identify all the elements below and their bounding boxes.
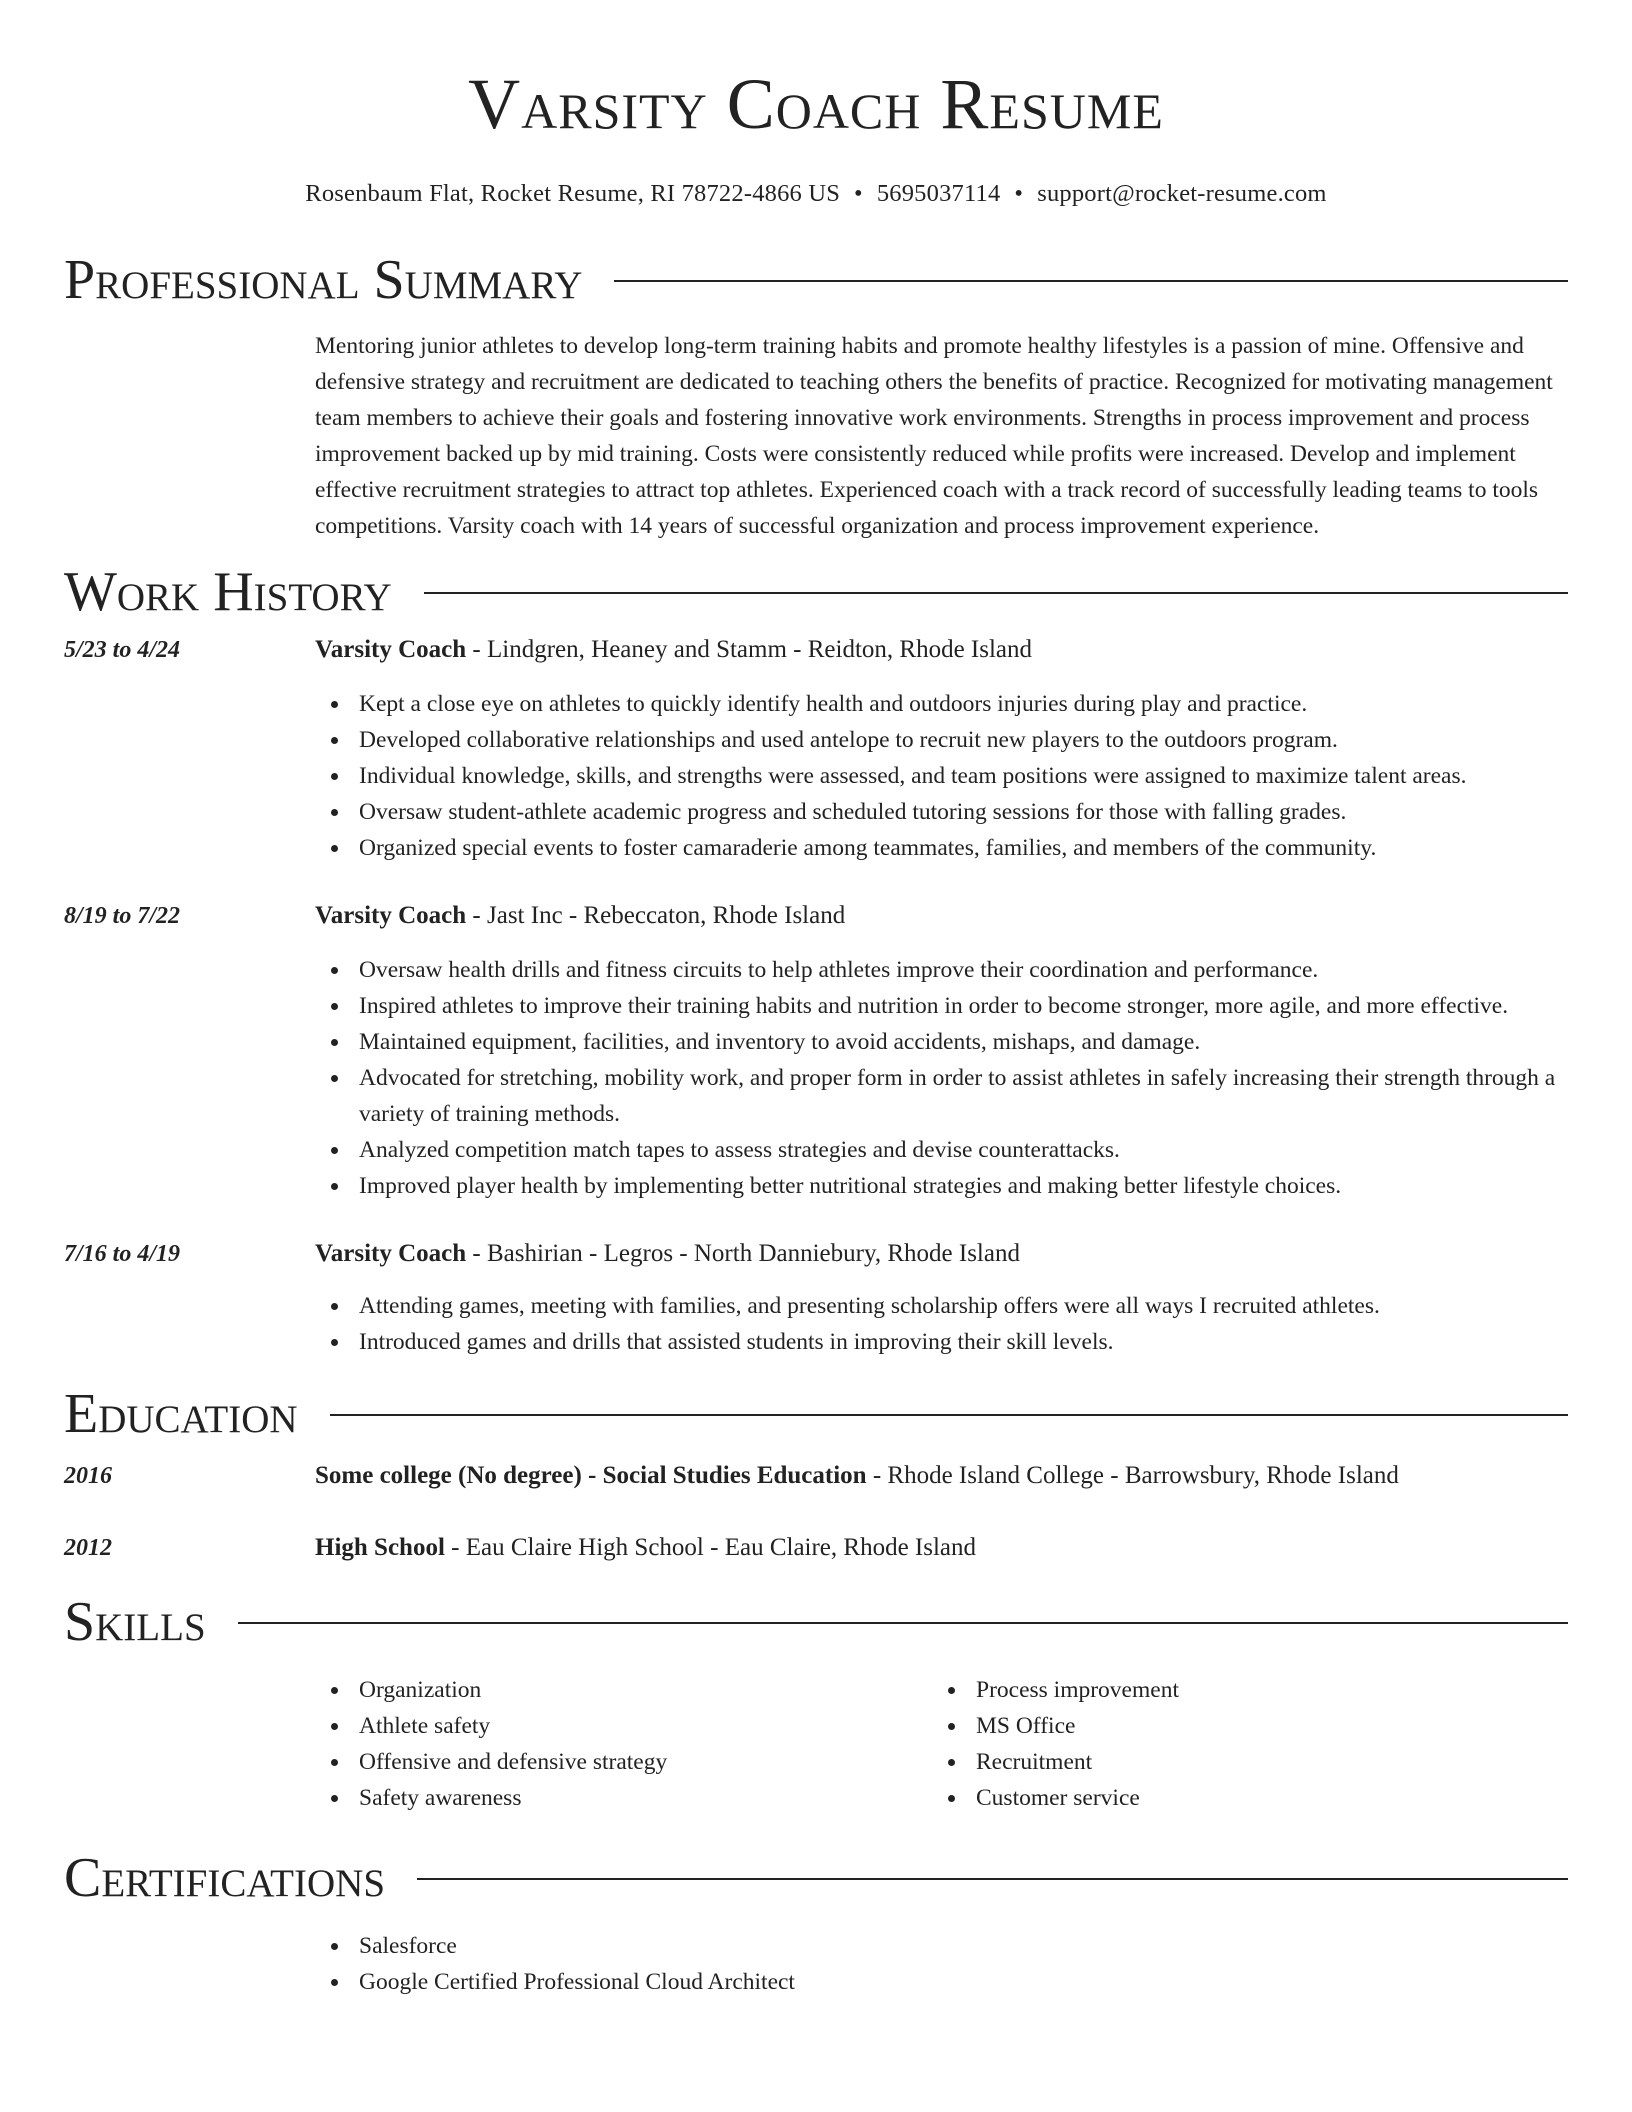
- skills-section-header: [64, 1590, 1568, 1654]
- education-heading-line: [315, 1530, 976, 1566]
- job-title: Varsity Coach: [315, 636, 467, 663]
- list-item: Developed collaborative relationships and used antelope to recruit new players to the outdoors program.: [315, 722, 1568, 758]
- summary-text: Mentoring junior athletes to develop long-term training habits and promote healthy lifestyles is a passion of mine. Offensive and defensive strategy and recruitment are dedicated to teaching others the benefits of practice. Recognized for motivating management team members to achieve their goals and fostering innovative work environments. Strengths in process improvement and process improvement backed up by mid training. Costs were consistently reduced while profits were increased. Develop and implement effective recruitment strategies to attract top athletes. Experienced coach with a track record of successfully leading teams to tools competitions. Varsity coach with 14 years of successful organization and process improvement experience.: [315, 333, 1553, 539]
- education-degree: High School: [315, 1534, 445, 1561]
- job-heading: [315, 1236, 1020, 1272]
- list-item: Kept a close eye on athletes to quickly identify health and outdoors injuries during play and practice.: [315, 686, 1568, 722]
- contact-phone: 5695037114: [876, 180, 1001, 207]
- list-item: Advocated for stretching, mobility work, and proper form in order to assist athletes in safely increasing their strength through a variety of training methods.: [315, 1060, 1568, 1132]
- education-details: - Rhode Island College - Barrowsbury, Rhode Island: [866, 1462, 1399, 1489]
- work-section-header: [64, 560, 1568, 624]
- list-item: Analyzed competition match tapes to assess strategies and devise counterattacks.: [315, 1132, 1568, 1168]
- education-details: - Eau Claire High School - Eau Claire, Rhode Island: [444, 1534, 977, 1561]
- job-heading: [315, 898, 845, 934]
- job-title: Varsity Coach: [315, 1240, 467, 1267]
- list-item: Oversaw health drills and fitness circuits to help athletes improve their coordination and performance.: [315, 952, 1568, 988]
- list-item: Organized special events to foster camaraderie among teammates, families, and members of the community.: [315, 830, 1568, 866]
- summary-section-header: [64, 248, 1568, 312]
- job-title: Varsity Coach: [315, 902, 467, 929]
- section-divider: [417, 1878, 1568, 1880]
- education-degree: Some college (No degree) - Social Studies Education: [315, 1462, 867, 1489]
- job-dates: 8/19 to 7/22: [64, 903, 181, 929]
- job-header: [64, 898, 1568, 934]
- skills-column-left: [315, 1672, 932, 1816]
- contact-separator: •: [854, 180, 863, 207]
- job-entry: [64, 632, 1568, 866]
- contact-line: [64, 178, 1568, 210]
- certifications-list: [315, 1928, 1568, 2000]
- work-heading: Work History: [64, 561, 392, 623]
- list-item: Introduced games and drills that assisted students in improving their skill levels.: [315, 1324, 1568, 1360]
- job-entry: [64, 1236, 1568, 1360]
- job-bullets: [315, 686, 1568, 866]
- education-section-header: [64, 1382, 1568, 1446]
- education-year: 2012: [64, 1535, 112, 1561]
- skill-item: Organization: [315, 1672, 932, 1708]
- list-item: Improved player health by implementing better nutritional strategies and making better lifestyle choices.: [315, 1168, 1568, 1204]
- education-year: 2016: [64, 1463, 112, 1489]
- skills-column-right: [932, 1672, 1549, 1816]
- job-dates: 7/16 to 4/19: [64, 1241, 181, 1267]
- skills-list: [315, 1672, 1568, 1816]
- skill-item: Recruitment: [932, 1744, 1549, 1780]
- job-details: - Bashirian - Legros - North Danniebury, Rhode Island: [466, 1240, 1020, 1267]
- certifications-heading: Certifications: [64, 1847, 386, 1909]
- job-dates: 5/23 to 4/24: [64, 637, 181, 663]
- job-bullets: [315, 952, 1568, 1204]
- contact-separator: •: [1014, 180, 1024, 207]
- section-divider: [330, 1414, 1568, 1416]
- section-divider: [614, 280, 1568, 282]
- skill-item: Process improvement: [932, 1672, 1549, 1708]
- list-item: Attending games, meeting with families, and presenting scholarship offers were all ways I recruited athletes.: [315, 1288, 1568, 1324]
- list-item: Oversaw student-athlete academic progress and scheduled tutoring sessions for those with falling grades.: [315, 794, 1568, 830]
- section-divider: [238, 1622, 1568, 1624]
- resume-title: Varsity Coach Resume: [468, 64, 1164, 144]
- resume-page: [64, 0, 1568, 2000]
- certifications-section-header: [64, 1846, 1568, 1910]
- job-header: [64, 1236, 1568, 1272]
- contact-address: Rosenbaum Flat, Rocket Resume, RI 78722-4866 US: [305, 180, 841, 207]
- job-details: - Jast Inc - Rebeccaton, Rhode Island: [466, 902, 846, 929]
- job-heading: [315, 632, 1032, 668]
- skill-item: MS Office: [932, 1708, 1549, 1744]
- skill-item: Customer service: [932, 1780, 1549, 1816]
- skill-item: Athlete safety: [315, 1708, 932, 1744]
- job-entry: [64, 898, 1568, 1204]
- skill-item: Safety awareness: [315, 1780, 932, 1816]
- skills-heading: Skills: [64, 1591, 206, 1653]
- list-item: Individual knowledge, skills, and strengths were assessed, and team positions were assigned to maximize talent areas.: [315, 758, 1568, 794]
- education-entry: [64, 1530, 1568, 1566]
- education-heading: Education: [64, 1383, 298, 1445]
- certification-item: Google Certified Professional Cloud Architect: [315, 1964, 1568, 2000]
- job-bullets: [315, 1288, 1568, 1360]
- contact-email[interactable]: support@rocket-resume.com: [1037, 180, 1327, 207]
- skill-item: Offensive and defensive strategy: [315, 1744, 932, 1780]
- job-details: - Lindgren, Heaney and Stamm - Reidton, Rhode Island: [466, 636, 1033, 663]
- certification-item: Salesforce: [315, 1928, 1568, 1964]
- job-header: [64, 632, 1568, 668]
- education-entry: [64, 1458, 1568, 1494]
- section-divider: [424, 592, 1568, 594]
- list-item: Inspired athletes to improve their training habits and nutrition in order to become stronger, more agile, and more effective.: [315, 988, 1568, 1024]
- summary-heading: Professional Summary: [64, 249, 583, 311]
- education-heading-line: [315, 1458, 1399, 1494]
- list-item: Maintained equipment, facilities, and inventory to avoid accidents, mishaps, and damage.: [315, 1024, 1568, 1060]
